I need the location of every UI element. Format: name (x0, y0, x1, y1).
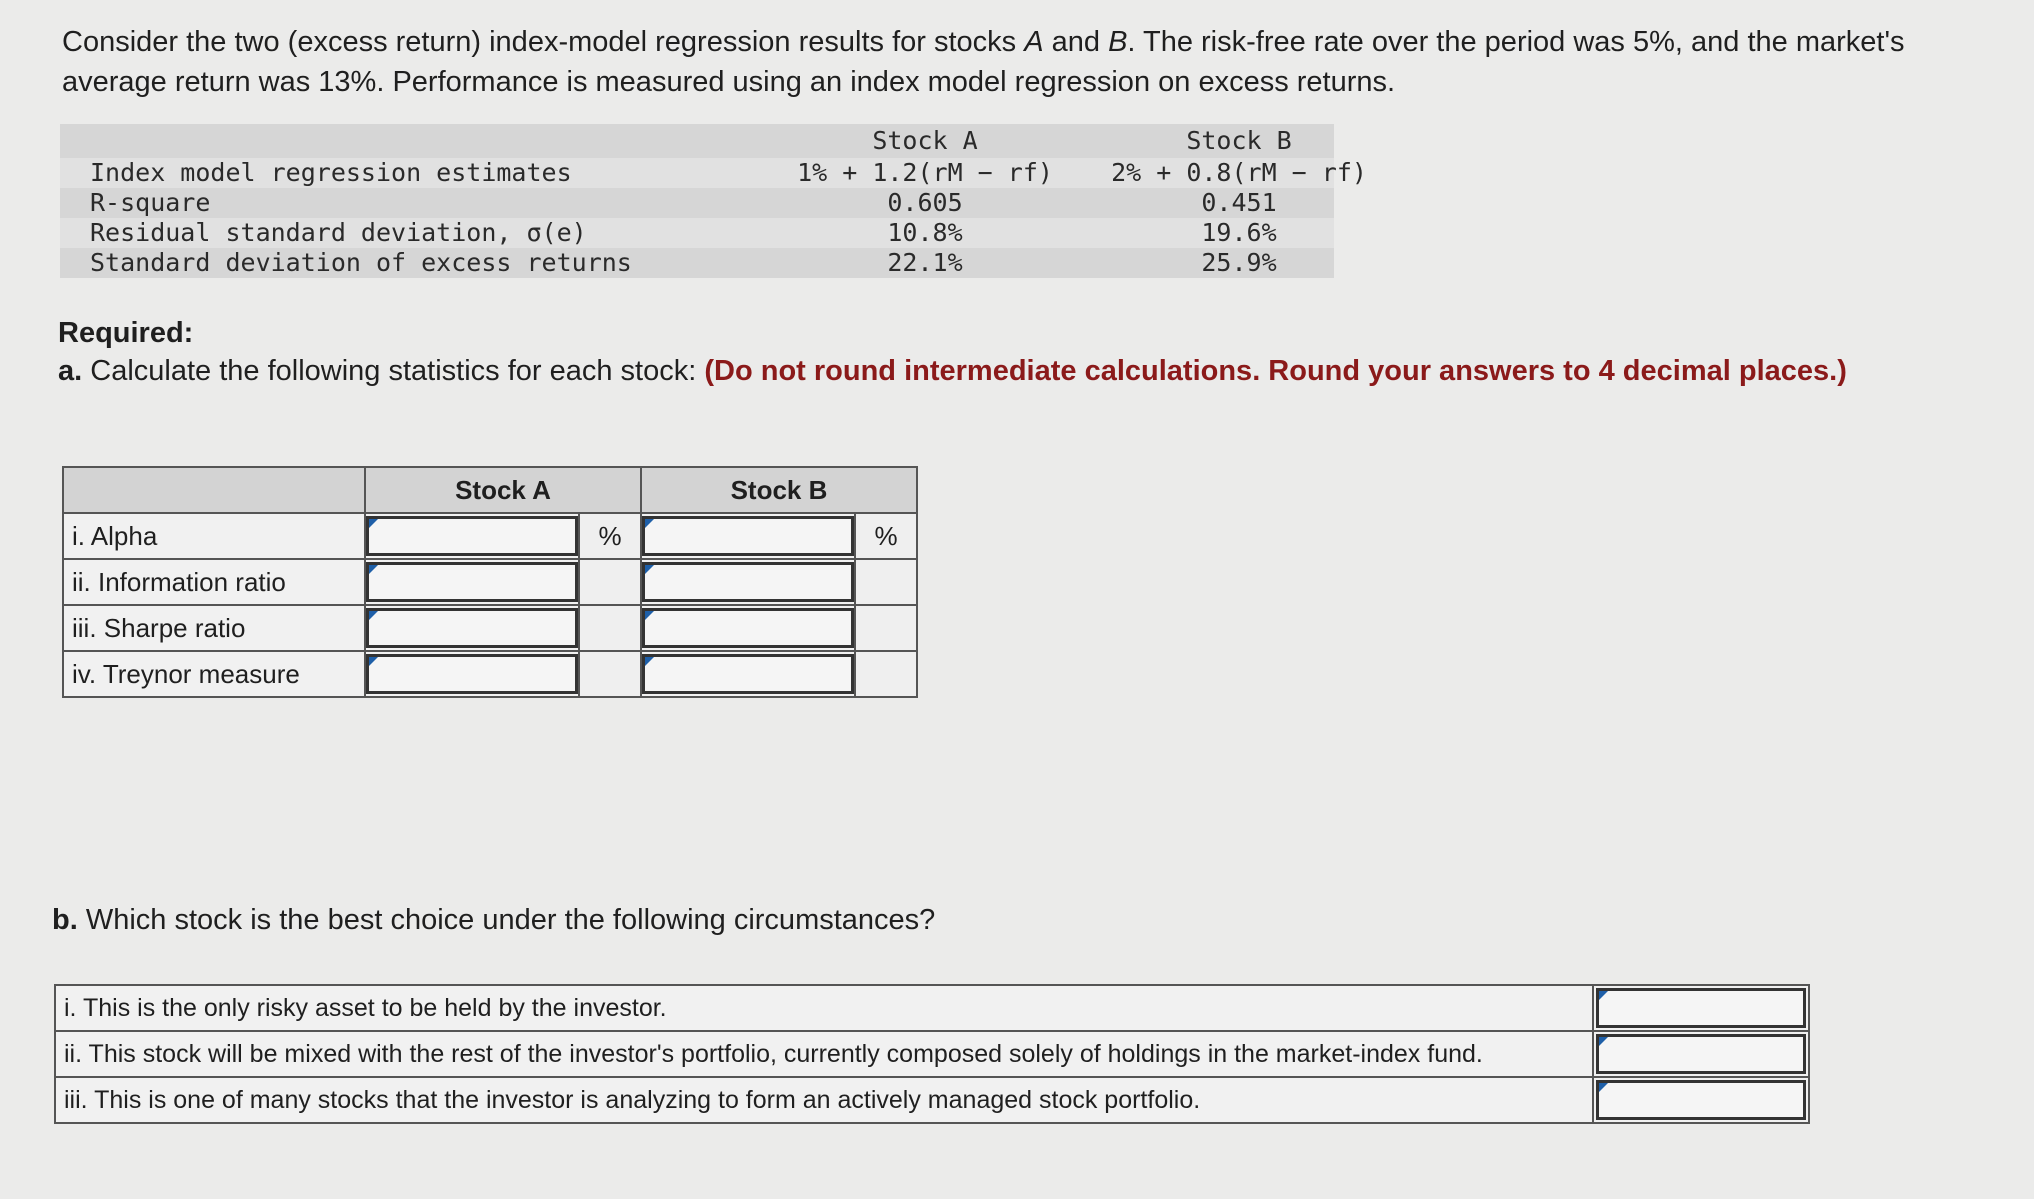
part-b-answer-3-select[interactable] (1596, 1080, 1806, 1120)
regression-header-stock-b: Stock B (1186, 126, 1292, 155)
treynor-measure-stock-a-input[interactable] (366, 654, 578, 694)
answer-cell (1593, 985, 1809, 1031)
regression-value-b: 0.451 (1201, 188, 1277, 217)
part-b-answer-2-select[interactable] (1596, 1034, 1806, 1074)
part-a-rounding-note: (Do not round intermediate calculations. Round your answers to 4 decimal places.) (704, 355, 1847, 387)
alpha-stock-a-input[interactable] (366, 516, 578, 556)
part-b-question (52, 904, 935, 937)
part-a-row-alpha (63, 513, 917, 559)
part-a-header-row (63, 467, 917, 513)
input-cell (365, 513, 579, 559)
input-cell (365, 651, 579, 697)
row-label: ii. Information ratio (63, 559, 365, 605)
part-b-circumstance: ii. This stock will be mixed with the rest of the investor's portfolio, currently composed solely of holdings in the market-index fund. (55, 1031, 1593, 1077)
unit-label (579, 605, 641, 651)
regression-value-a: 22.1% (887, 248, 963, 277)
regression-label: R-square (90, 188, 211, 217)
part-a-header-blank (63, 467, 365, 513)
regression-label: Standard deviation of excess returns (90, 248, 632, 277)
part-b-circumstance: iii. This is one of many stocks that the investor is analyzing to form an actively managed stock portfolio. (55, 1077, 1593, 1123)
information-ratio-stock-b-input[interactable] (642, 562, 854, 602)
part-b-table (54, 984, 1810, 1124)
regression-row-estimates (60, 158, 1367, 188)
part-a-prefix: a. (58, 355, 83, 387)
part-b-circumstance: i. This is the only risky asset to be held by the investor. (55, 985, 1593, 1031)
part-a-row-sharpe-ratio (63, 605, 917, 651)
regression-value-a: 0.605 (887, 188, 963, 217)
regression-row-residual-sd (60, 218, 1334, 248)
input-cell (641, 605, 855, 651)
unit-label (855, 651, 917, 697)
intro-text-2: . The risk-free rate over the period was 5%, and the market's average return was 13%. Performance is measured using an index model regression on excess returns. (62, 26, 1905, 98)
required-title: Required: (58, 317, 194, 349)
regression-value-b: 25.9% (1201, 248, 1277, 277)
unit-label (579, 559, 641, 605)
part-b-row-1 (55, 985, 1809, 1031)
part-a-row-treynor-measure (63, 651, 917, 697)
input-cell (641, 513, 855, 559)
regression-label: Residual standard deviation, σ(e) (90, 218, 587, 247)
row-label: i. Alpha (63, 513, 365, 559)
regression-value-b: 19.6% (1201, 218, 1277, 247)
sharpe-ratio-stock-a-input[interactable] (366, 608, 578, 648)
problem-intro (62, 22, 1922, 102)
regression-header-stock-a: Stock A (872, 126, 978, 155)
unit-label (579, 651, 641, 697)
intro-and: and (1043, 26, 1109, 58)
required-section (58, 314, 1858, 390)
input-cell (641, 651, 855, 697)
unit-label: % (855, 513, 917, 559)
sharpe-ratio-stock-b-input[interactable] (642, 608, 854, 648)
part-b-row-3 (55, 1077, 1809, 1123)
part-a-header-stock-a: Stock A (365, 467, 641, 513)
unit-label (855, 605, 917, 651)
unit-label (855, 559, 917, 605)
information-ratio-stock-a-input[interactable] (366, 562, 578, 602)
unit-label: % (579, 513, 641, 559)
part-a-header-stock-b: Stock B (641, 467, 917, 513)
treynor-measure-stock-b-input[interactable] (642, 654, 854, 694)
answer-cell (1593, 1077, 1809, 1123)
regression-value-b: 2% + 0.8(rM − rf) (1111, 158, 1367, 187)
regression-estimates-table (60, 124, 1367, 278)
intro-text-1: Consider the two (excess return) index-model regression results for stocks (62, 26, 1025, 58)
regression-header-row (60, 124, 1334, 158)
part-b-prefix: b. (52, 904, 78, 936)
part-a-text: Calculate the following statistics for each stock: (82, 355, 705, 387)
regression-value-a: 10.8% (887, 218, 963, 247)
answer-cell (1593, 1031, 1809, 1077)
regression-value-a: 1% + 1.2(rM − rf) (797, 158, 1053, 187)
part-b-answer-1-select[interactable] (1596, 988, 1806, 1028)
regression-row-excess-sd (60, 248, 1334, 278)
row-label: iv. Treynor measure (63, 651, 365, 697)
part-b-text: Which stock is the best choice under the following circumstances? (77, 904, 936, 936)
intro-stock-a: A (1024, 26, 1044, 58)
part-a-row-information-ratio (63, 559, 917, 605)
part-b-row-2 (55, 1031, 1809, 1077)
regression-label: Index model regression estimates (90, 158, 572, 187)
row-label: iii. Sharpe ratio (63, 605, 365, 651)
alpha-stock-b-input[interactable] (642, 516, 854, 556)
part-a-table (62, 466, 918, 698)
regression-row-rsquare (60, 188, 1334, 218)
input-cell (641, 559, 855, 605)
intro-stock-b: B (1108, 26, 1128, 58)
input-cell (365, 605, 579, 651)
input-cell (365, 559, 579, 605)
